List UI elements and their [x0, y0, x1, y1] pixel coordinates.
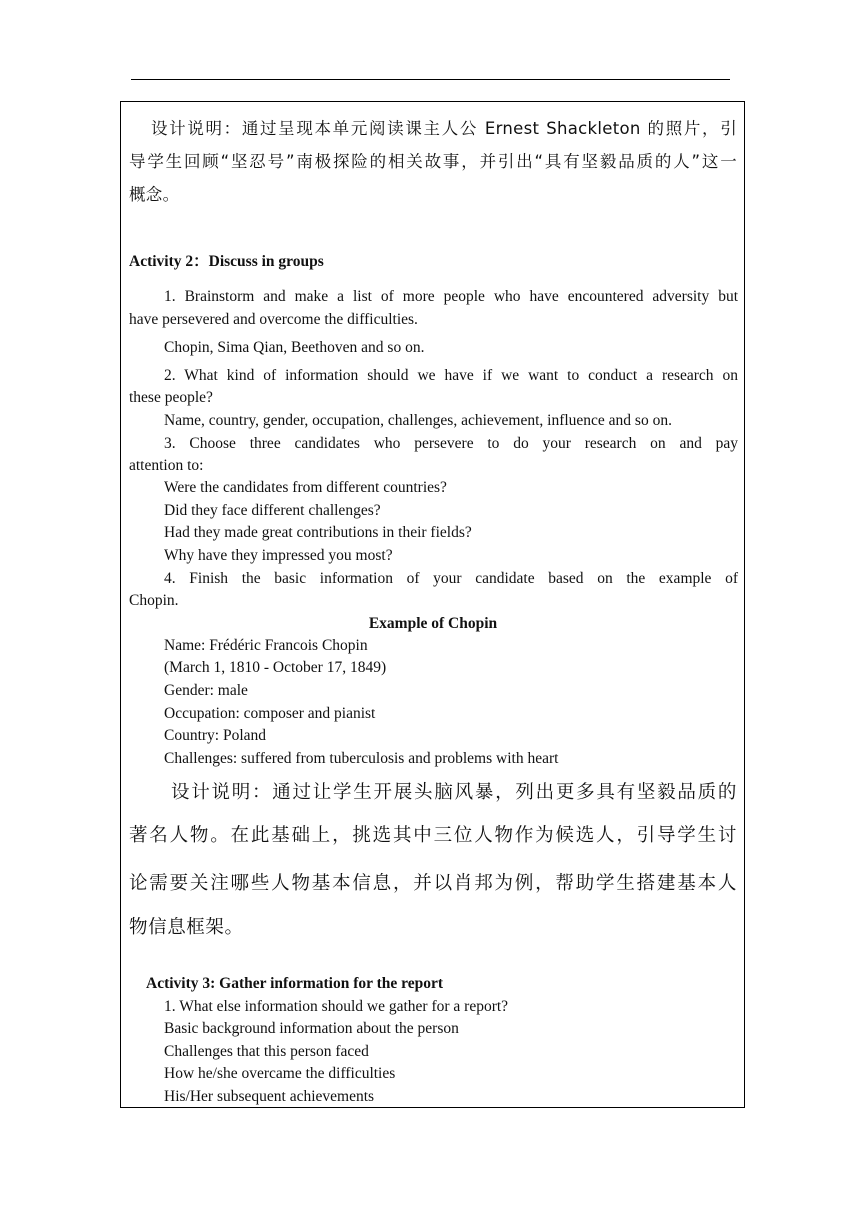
activity-2-item: Had they made great contributions in their fields? [164, 524, 472, 541]
activity-2-item: Did they face different challenges? [164, 502, 381, 519]
activity-3-title: Activity 3: Gather information for the report [146, 975, 444, 992]
activity-3-item: His/Her subsequent achievements [164, 1088, 375, 1105]
activity-2-item: 4. Finish the basic information of your candidate based on the example of [164, 570, 738, 587]
example-line: Occupation: composer and pianist [164, 705, 376, 722]
design-note-1-line-3: 概念。 [129, 185, 180, 204]
activity-2-item: Why have they impressed you most? [164, 547, 393, 564]
design-note-2-line-4: 物信息框架。 [129, 917, 244, 938]
example-title: Example of Chopin [368, 615, 498, 632]
activity-2-title: Activity 2：Discuss in groups [129, 253, 324, 270]
example-line: (March 1, 1810 - October 17, 1849) [164, 659, 387, 676]
activity-3-item: Challenges that this person faced [164, 1043, 369, 1060]
activity-2-item: have persevered and overcome the difficulties. [129, 311, 418, 328]
design-note-2-line-1: 设计说明：通过让学生开展头脑风暴，列出更多具有坚毅品质的 [171, 782, 737, 803]
header-rule [131, 79, 730, 80]
design-note-2-line-3: 论需要关注哪些人物基本信息，并以肖邦为例，帮助学生搭建基本人 [129, 873, 737, 894]
activity-2-item: Name, country, gender, occupation, challenges, achievement, influence and so on. [164, 412, 672, 429]
activity-2-item: Were the candidates from different countries? [164, 479, 447, 496]
design-note-1-line-2: 导学生回顾“坚忍号”南极探险的相关故事，并引出“具有坚毅品质的人”这一 [129, 152, 737, 171]
activity-2-item: 3. Choose three candidates who persevere to do your research on and pay [164, 435, 738, 452]
design-note-2-line-2: 著名人物。在此基础上，挑选其中三位人物作为候选人，引导学生讨 [129, 825, 737, 846]
example-line: Gender: male [164, 682, 248, 699]
activity-3-item: 1. What else information should we gather for a report? [164, 998, 509, 1015]
activity-2-item: Chopin. [129, 592, 179, 609]
activity-3-item: How he/she overcame the difficulties [164, 1065, 396, 1082]
activity-2-item: these people? [129, 389, 213, 406]
activity-3-item: Basic background information about the person [164, 1020, 459, 1037]
activity-2-item: 1. Brainstorm and make a list of more people who have encountered adversity but [164, 288, 738, 305]
activity-2-item: Chopin, Sima Qian, Beethoven and so on. [164, 339, 425, 356]
activity-2-item: 2. What kind of information should we have if we want to conduct a research on [164, 367, 738, 384]
example-line: Challenges: suffered from tuberculosis and problems with heart [164, 750, 559, 767]
design-note-1-line-1: 设计说明：通过呈现本单元阅读课主人公 Ernest Shackleton 的照片，引 [151, 119, 737, 138]
activity-2-item: attention to: [129, 457, 204, 474]
example-line: Country: Poland [164, 727, 267, 744]
example-line: Name: Frédéric Francois Chopin [164, 637, 368, 654]
